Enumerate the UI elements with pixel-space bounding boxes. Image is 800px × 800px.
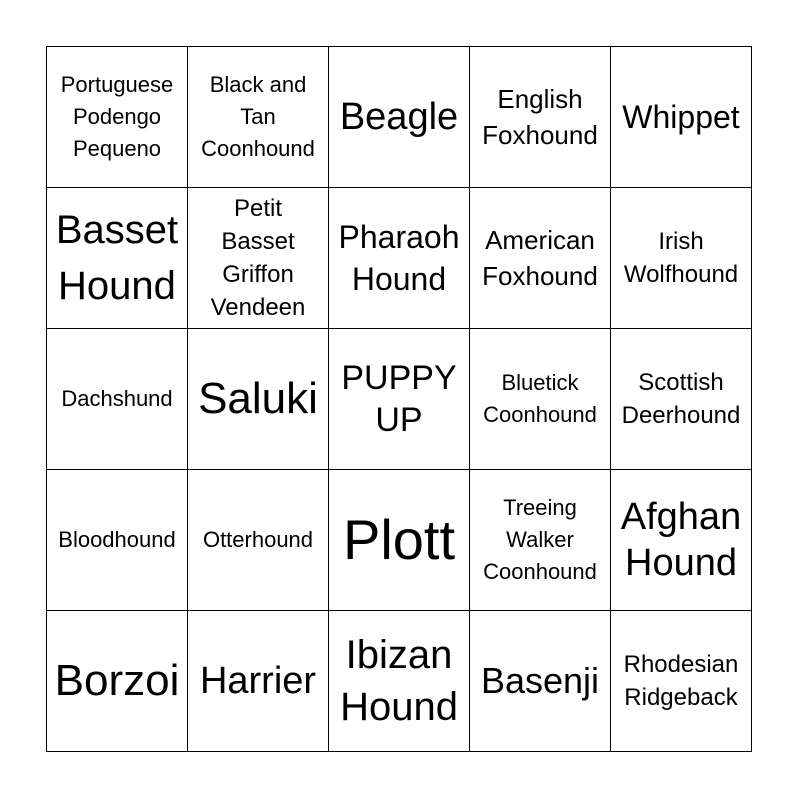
bingo-cell[interactable] [329,47,470,188]
bingo-cell[interactable] [47,329,188,470]
bingo-cell-label: American Foxhound [482,225,598,291]
bingo-cell-label: PUPPY UP [341,359,457,439]
bingo-cell-label: Rhodesian Ridgeback [623,651,739,711]
bingo-cell[interactable] [188,188,329,329]
bingo-cell[interactable] [188,470,329,611]
bingo-cell[interactable] [329,188,470,329]
bingo-cell-label: Basenji [480,660,600,701]
bingo-cell-label: Black and Tan Coonhound [201,72,315,161]
bingo-cell-label: Irish Wolfhound [623,228,739,288]
bingo-cell-label: Ibizan Hound [340,633,458,729]
bingo-cell-label: Portuguese Podengo Pequeno [60,72,174,161]
bingo-cell[interactable] [611,611,752,752]
bingo-cell-label: Bloodhound [58,527,176,552]
bingo-cell[interactable] [470,188,611,329]
bingo-cell-label: Plott [342,508,456,571]
bingo-cell[interactable] [188,611,329,752]
bingo-cell[interactable] [47,47,188,188]
bingo-cell-label: Dachshund [61,386,173,411]
bingo-cell-label: Pharaoh Hound [338,219,460,297]
bingo-cell-label: Beagle [339,96,459,138]
bingo-cell-label: Basset Hound [55,208,179,308]
bingo-cell[interactable] [470,329,611,470]
bingo-cell[interactable] [47,611,188,752]
bingo-cell[interactable] [611,188,752,329]
bingo-card-grid [46,46,752,752]
bingo-cell-label: Whippet [622,99,740,135]
bingo-cell[interactable] [188,329,329,470]
bingo-cell[interactable] [188,47,329,188]
bingo-cell-label: Scottish Deerhound [621,369,741,429]
bingo-cell-label: Treeing Walker Coonhound [483,495,597,584]
bingo-cell-label: Harrier [199,660,317,702]
bingo-cell[interactable] [47,188,188,329]
bingo-cell-label: English Foxhound [482,84,598,150]
bingo-cell[interactable] [470,47,611,188]
bingo-cell-label: Borzoi [54,656,180,705]
bingo-cell-label: Afghan Hound [620,496,742,584]
bingo-cell[interactable] [329,470,470,611]
bingo-cell-label: Petit Basset Griffon Vendeen [210,195,306,321]
bingo-cell[interactable] [470,470,611,611]
bingo-cell[interactable] [329,611,470,752]
bingo-free-space-cell[interactable] [329,329,470,470]
bingo-cell[interactable] [470,611,611,752]
bingo-cell[interactable] [611,47,752,188]
bingo-cell[interactable] [611,470,752,611]
bingo-cell-label: Otterhound [202,527,314,552]
bingo-cell-label: Saluki [198,374,318,423]
bingo-cell[interactable] [611,329,752,470]
bingo-cell-label: Bluetick Coonhound [483,370,597,427]
bingo-cell[interactable] [47,470,188,611]
